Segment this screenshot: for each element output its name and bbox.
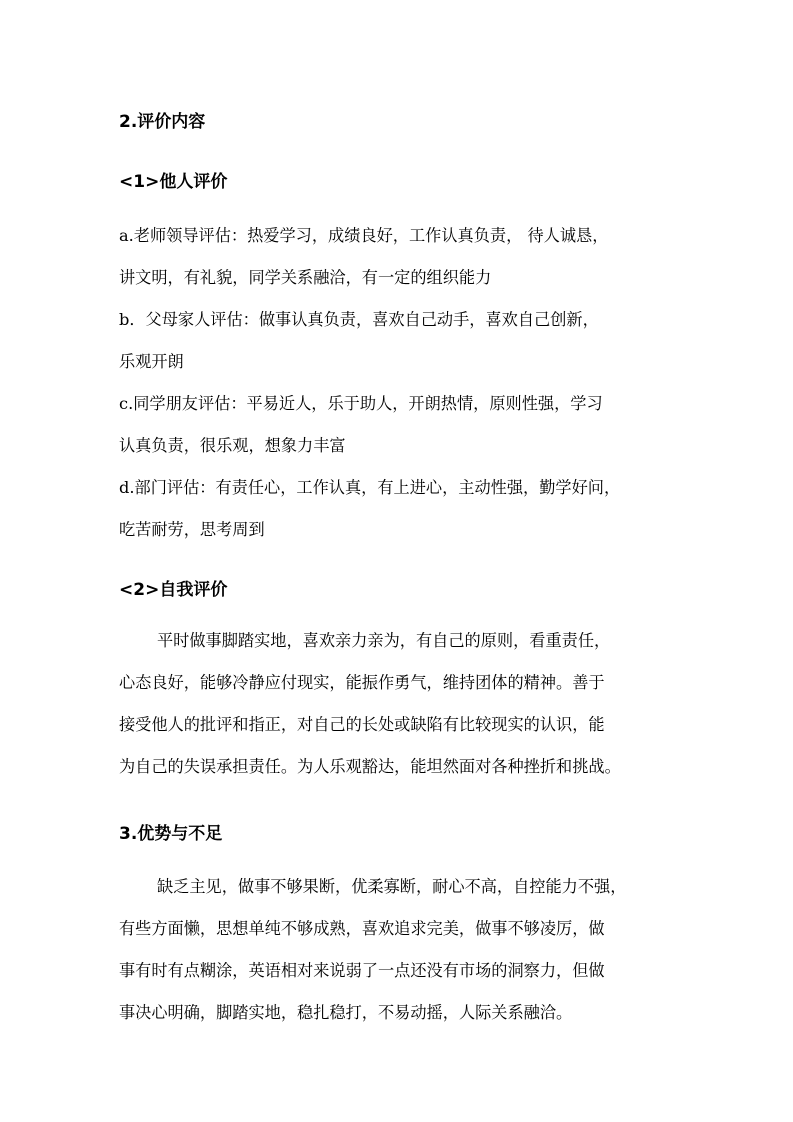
others-evaluation-heading: <1>他人评价 <box>119 172 228 192</box>
text-line: d.部门评估：有责任心，工作认真，有上进心，主动性强，勤学好问， <box>119 478 621 497</box>
text-line: 乐观开朗 <box>119 352 184 371</box>
text-line: 事决心明确，脚踏实地，稳扎稳打，不易动摇，人际关系融洽。 <box>119 1003 573 1022</box>
text-line: 接受他人的批评和指正，对自己的长处或缺陷有比较现实的认识，能 <box>119 715 605 734</box>
self-evaluation-body <box>119 620 675 788</box>
text-line: b．父母家人评估：做事认真负责，喜欢自己动手，喜欢自己创新， <box>119 310 599 329</box>
text-line: a.老师领导评估：热爱学习，成绩良好，工作认真负责， 待人诚恳， <box>119 226 609 245</box>
text-line: 认真负责，很乐观，想象力丰富 <box>119 436 346 455</box>
text-line: 为自己的失误承担责任。为人乐观豁达，能坦然面对各种挫折和挑战。 <box>119 757 621 776</box>
text-line: 有些方面懒，思想单纯不够成熟，喜欢追求完美，做事不够凌厉，做 <box>119 919 605 938</box>
text-line: 平时做事脚踏实地，喜欢亲力亲为，有自己的原则，看重责任， <box>157 631 611 650</box>
text-line: 事有时有点糊涂，英语相对来说弱了一点还没有市场的洞察力，但做 <box>119 961 605 980</box>
section-3-heading: 3.优势与不足 <box>119 824 223 844</box>
text-line: 缺乏主见，做事不够果断，优柔寡断，耐心不高，自控能力不强， <box>157 877 627 896</box>
strengths-weaknesses-body <box>119 866 675 1034</box>
others-evaluation-body <box>119 215 675 551</box>
text-line: 吃苦耐劳，思考周到 <box>119 520 265 539</box>
section-2-heading: 2.评价内容 <box>119 112 206 132</box>
self-evaluation-heading: <2>自我评价 <box>119 580 228 600</box>
text-line: 讲文明，有礼貌，同学关系融洽，有一定的组织能力 <box>119 268 492 287</box>
text-line: c.同学朋友评估：平易近人，乐于助人，开朗热情，原则性强，学习 <box>119 394 603 413</box>
text-line: 心态良好，能够冷静应付现实，能振作勇气，维持团体的精神。善于 <box>119 673 605 692</box>
